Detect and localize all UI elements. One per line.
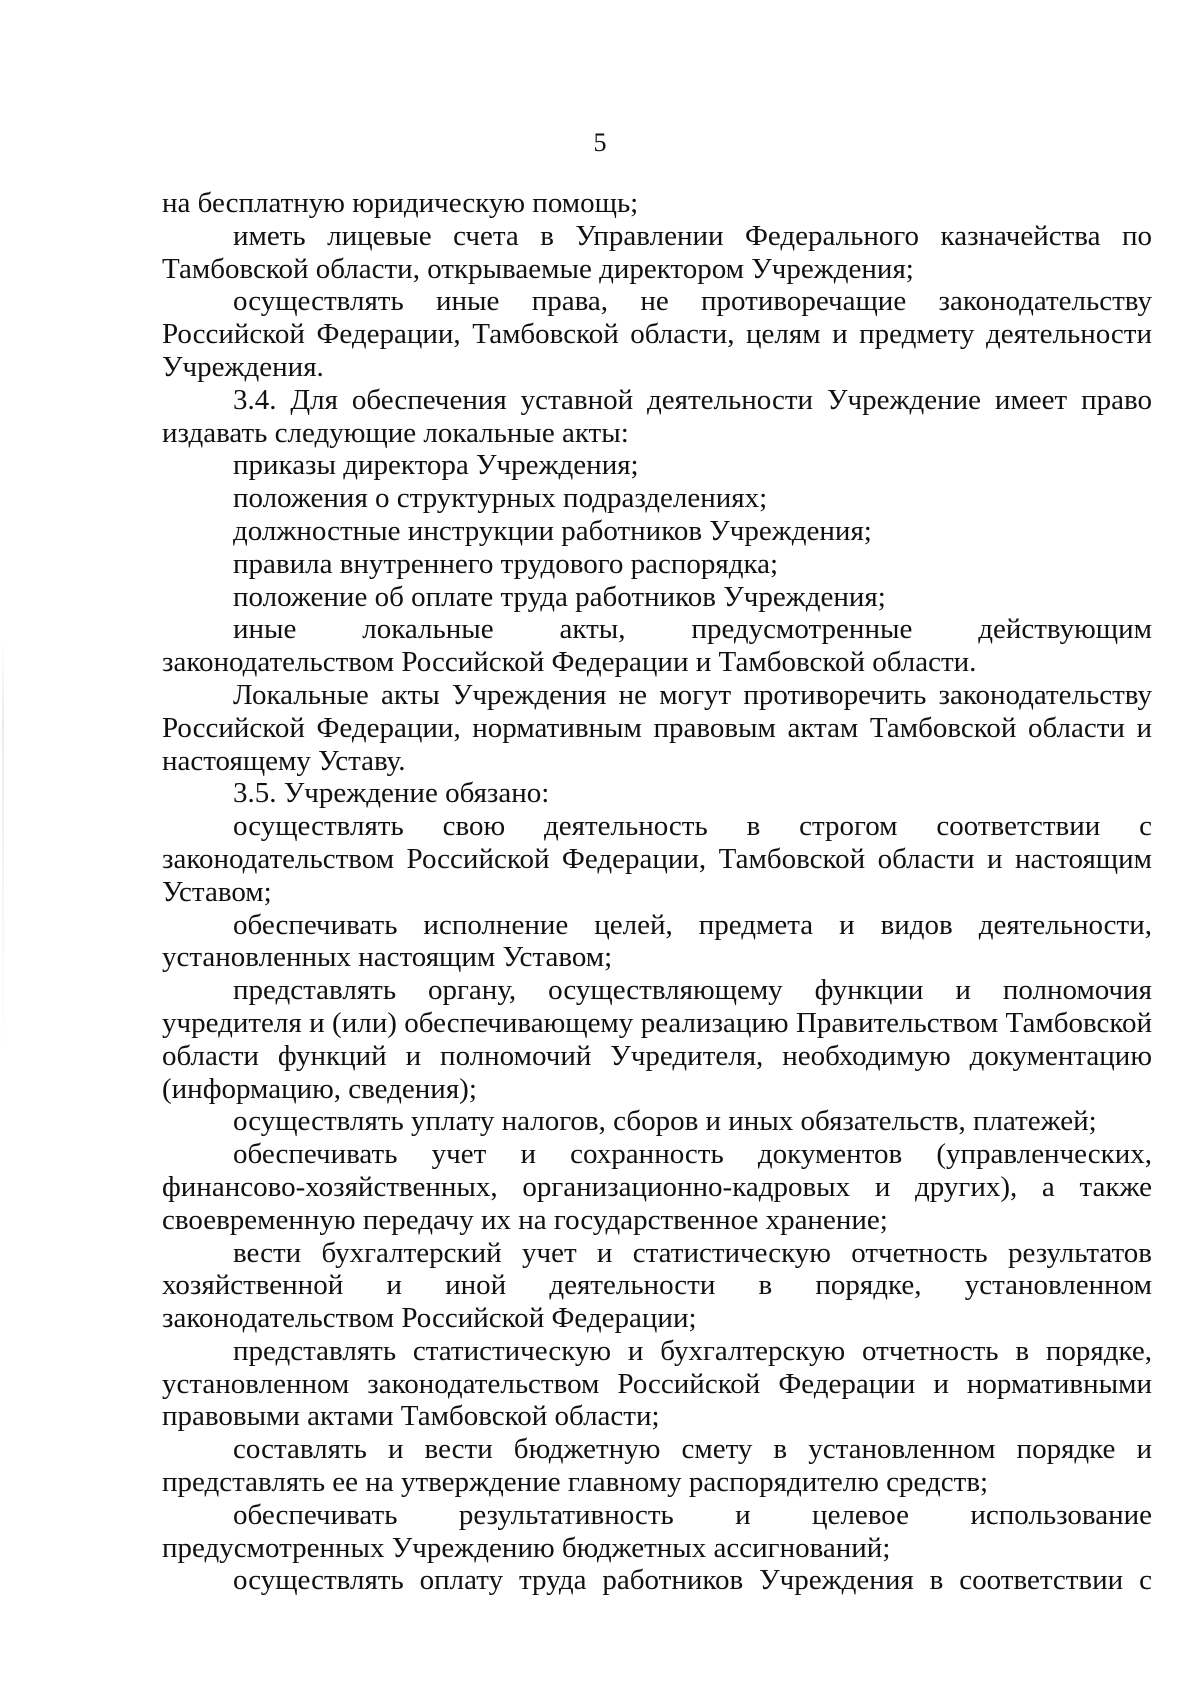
paragraph: должностные инструкции работников Учреждения;: [233, 514, 872, 547]
paragraph: осуществлять свою деятельность в строгом соответствии с законодательством Российской Федерации, Тамбовской области и настоящим Уставом;: [162, 810, 1152, 908]
paragraph: правила внутреннего трудового распорядка;: [233, 547, 779, 580]
paragraph: обеспечивать результативность и целевое использование предусмотренных Учреждению бюджетных ассигнований;: [162, 1498, 1152, 1564]
paragraph: Локальные акты Учреждения не могут противоречить законодательству Российской Федерации, нормативным правовым актам Тамбовской области и настоящему Уставу.: [162, 678, 1152, 777]
paragraph: на бесплатную юридическую помощь;: [162, 187, 639, 219]
paragraph: приказы директора Учреждения;: [233, 449, 639, 482]
paragraph: представлять статистическую и бухгалтерскую отчетность в порядке, установленном законодательством Российской Федерации и нормативными правовыми актами Тамбовской области;: [162, 1334, 1152, 1433]
paragraph: осуществлять оплату труда работников Учреждения в соответствии с: [233, 1564, 1152, 1597]
paragraph: осуществлять иные права, не противоречащие законодательству Российской Федерации, Тамбовской области, целям и предмету деятельности Учреждения.: [162, 285, 1152, 383]
paragraph: 3.4. Для обеспечения уставной деятельности Учреждение имеет право издавать следующие локальные акты:: [162, 383, 1152, 449]
paragraph: положение об оплате труда работников Учреждения;: [233, 580, 886, 613]
paragraph: обеспечивать исполнение целей, предмета и видов деятельности, установленных настоящим Уставом;: [162, 908, 1152, 974]
paragraph: положения о структурных подразделениях;: [233, 482, 768, 515]
paragraph: осуществлять уплату налогов, сборов и иных обязательств, платежей;: [233, 1105, 1097, 1138]
scan-edge-artifact: [2, 640, 4, 1060]
paragraph: представлять органу, осуществляющему функции и полномочия учредителя и (или) обеспечивающему реализацию Правительством Тамбовской области функций и полномочий Учредителя, необходимую документацию (информацию, сведения);: [162, 974, 1152, 1105]
paragraph: обеспечивать учет и сохранность документов (управленческих, финансово-хозяйственных, организационно-кадровых и других), а также своевременную передачу их на государственное хранение;: [162, 1138, 1152, 1236]
paragraph: иные локальные акты, предусмотренные действующим законодательством Российской Федерации и Тамбовской области.: [162, 613, 1152, 679]
paragraph: 3.5. Учреждение обязано:: [233, 777, 550, 810]
page-number: 5: [593, 128, 607, 157]
document-body: [162, 187, 1152, 1597]
paragraph: иметь лицевые счета в Управлении Федерального казначейства по Тамбовской области, открываемые директором Учреждения;: [162, 219, 1152, 285]
paragraph: составлять и вести бюджетную смету в установленном порядке и представлять ее на утверждение главному распорядителю средств;: [162, 1433, 1152, 1499]
paragraph: вести бухгалтерский учет и статистическую отчетность результатов хозяйственной и иной деятельности в порядке, установленном законодательством Российской Федерации;: [162, 1236, 1152, 1335]
